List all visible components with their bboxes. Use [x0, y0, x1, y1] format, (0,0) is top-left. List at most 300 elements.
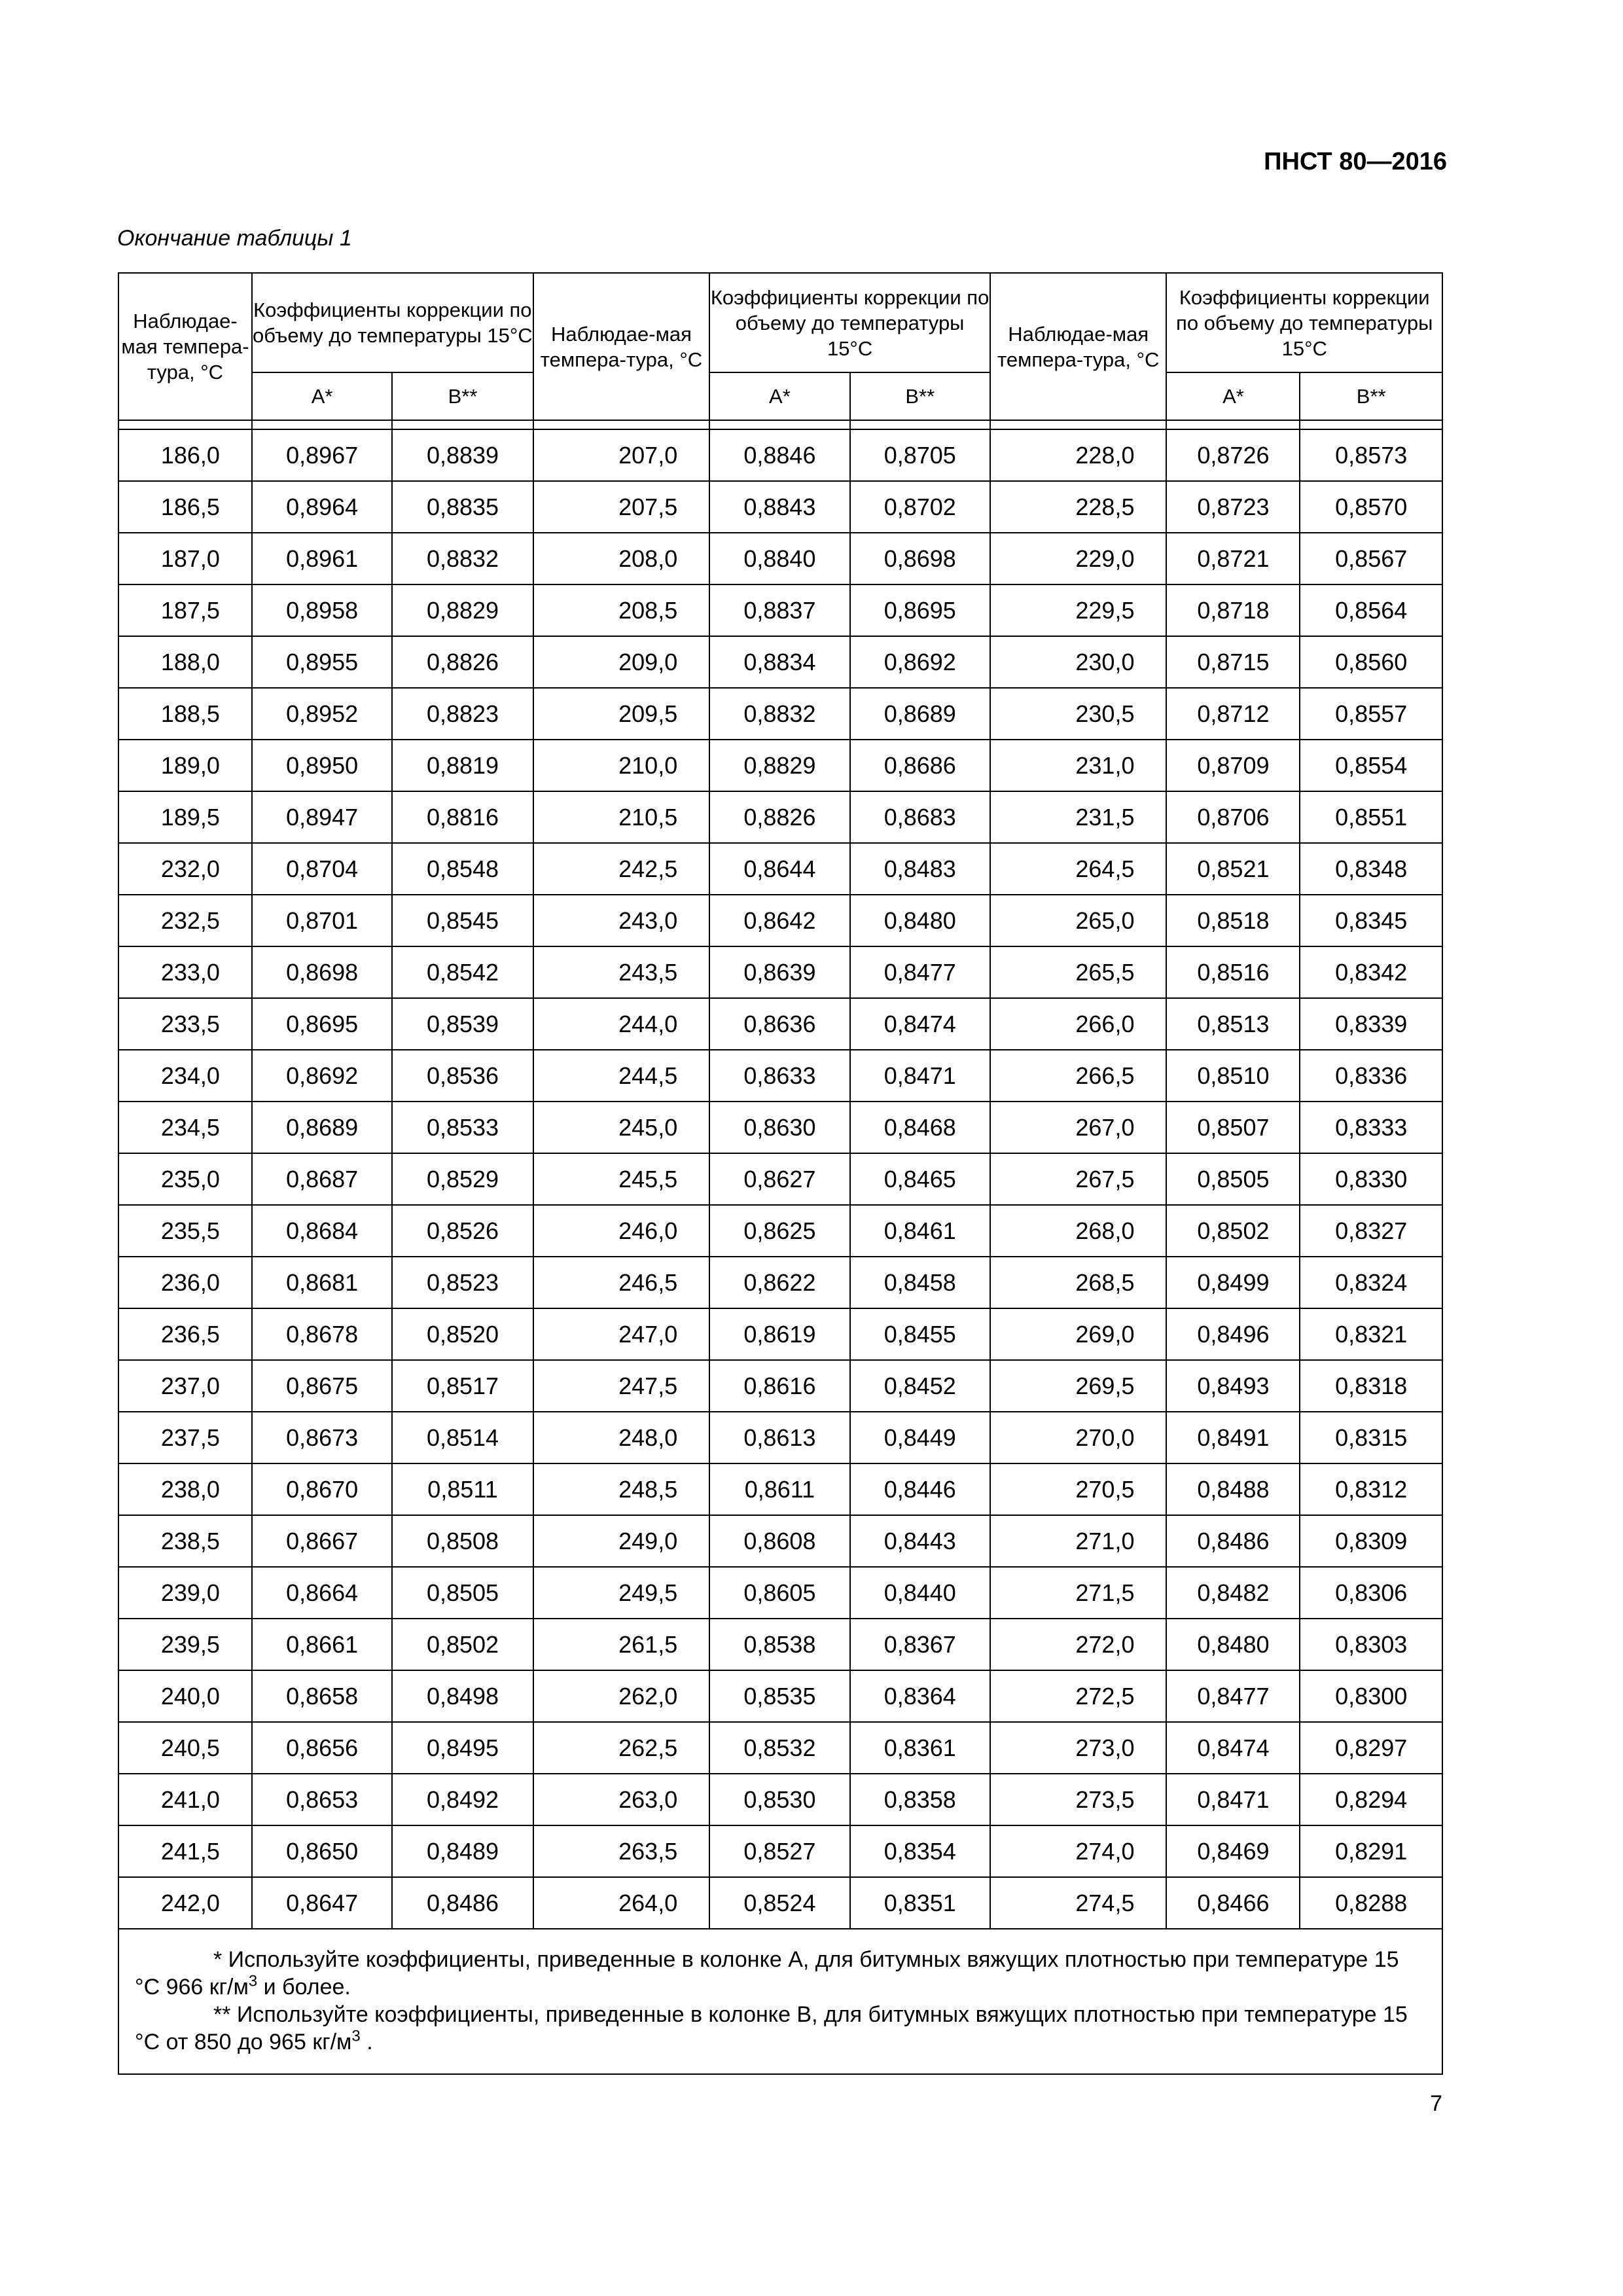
- table-row: [118, 740, 1442, 791]
- table-row: [118, 429, 1442, 481]
- coef-b-cell: 0,8446: [850, 1463, 990, 1515]
- temperature-cell: 244,5: [533, 1050, 710, 1102]
- coef-a-cell: 0,8675: [252, 1360, 392, 1412]
- coef-a-cell: 0,8499: [1166, 1257, 1300, 1308]
- coef-a-cell: 0,8633: [709, 1050, 849, 1102]
- temperature-cell: 266,0: [990, 998, 1167, 1050]
- temperature-cell: 261,5: [533, 1619, 710, 1670]
- temperature-cell: 264,5: [990, 843, 1167, 895]
- coef-b-cell: 0,8345: [1300, 895, 1442, 946]
- temperature-cell: 208,5: [533, 584, 710, 636]
- temperature-cell: 233,0: [118, 946, 252, 998]
- temperature-cell: 274,0: [990, 1825, 1167, 1877]
- coef-a-cell: 0,8843: [709, 481, 849, 533]
- coef-a-cell: 0,8622: [709, 1257, 849, 1308]
- table-row: [118, 1670, 1442, 1722]
- temperature-cell: 273,0: [990, 1722, 1167, 1774]
- coef-b-cell: 0,8567: [1300, 533, 1442, 584]
- table-row: [118, 998, 1442, 1050]
- coef-a-cell: 0,8967: [252, 429, 392, 481]
- coef-a-cell: 0,8507: [1166, 1102, 1300, 1153]
- column-a-header: А*: [1166, 372, 1300, 420]
- temperature-cell: 272,5: [990, 1670, 1167, 1722]
- coef-b-cell: 0,8536: [392, 1050, 533, 1102]
- table-row: [118, 1722, 1442, 1774]
- table-body: [118, 420, 1442, 1929]
- column-b-header: В**: [850, 372, 990, 420]
- coef-a-cell: 0,8636: [709, 998, 849, 1050]
- temperature-cell: 264,0: [533, 1877, 710, 1929]
- coef-b-cell: 0,8483: [850, 843, 990, 895]
- coef-a-cell: 0,8961: [252, 533, 392, 584]
- temperature-cell: 207,5: [533, 481, 710, 533]
- table-row: [118, 636, 1442, 688]
- coef-a-cell: 0,8667: [252, 1515, 392, 1567]
- coef-a-cell: 0,8684: [252, 1205, 392, 1257]
- coefficients-header: Коэффициенты коррекции по объему до температуры 15°С: [709, 273, 990, 372]
- coef-b-cell: 0,8342: [1300, 946, 1442, 998]
- temperature-cell: 262,0: [533, 1670, 710, 1722]
- temperature-cell: 187,0: [118, 533, 252, 584]
- coef-b-cell: 0,8560: [1300, 636, 1442, 688]
- coef-a-cell: 0,8840: [709, 533, 849, 584]
- coef-a-cell: 0,8653: [252, 1774, 392, 1825]
- temperature-cell: 269,0: [990, 1308, 1167, 1360]
- temperature-cell: 262,5: [533, 1722, 710, 1774]
- coef-a-cell: 0,8513: [1166, 998, 1300, 1050]
- temperature-cell: 241,0: [118, 1774, 252, 1825]
- temperature-cell: 230,0: [990, 636, 1167, 688]
- temperature-cell: 237,5: [118, 1412, 252, 1463]
- coef-b-cell: 0,8698: [850, 533, 990, 584]
- temperature-cell: 207,0: [533, 429, 710, 481]
- coef-b-cell: 0,8294: [1300, 1774, 1442, 1825]
- temperature-cell: 240,0: [118, 1670, 252, 1722]
- column-b-header: В**: [392, 372, 533, 420]
- coef-b-cell: 0,8554: [1300, 740, 1442, 791]
- coef-b-cell: 0,8529: [392, 1153, 533, 1205]
- coef-a-cell: 0,8698: [252, 946, 392, 998]
- coef-a-cell: 0,8491: [1166, 1412, 1300, 1463]
- coef-a-cell: 0,8834: [709, 636, 849, 688]
- coef-b-cell: 0,8297: [1300, 1722, 1442, 1774]
- correction-coefficients-table: [118, 272, 1443, 2075]
- temperature-cell: 210,5: [533, 791, 710, 843]
- coef-a-cell: 0,8474: [1166, 1722, 1300, 1774]
- temperature-cell: 235,5: [118, 1205, 252, 1257]
- table-row: [118, 1877, 1442, 1929]
- temperature-cell: 210,0: [533, 740, 710, 791]
- coef-b-cell: 0,8508: [392, 1515, 533, 1567]
- temperature-cell: 263,5: [533, 1825, 710, 1877]
- temperature-cell: 268,5: [990, 1257, 1167, 1308]
- coef-a-cell: 0,8524: [709, 1877, 849, 1929]
- temperature-cell: 186,0: [118, 429, 252, 481]
- header-separator: [118, 420, 1442, 429]
- temperature-cell: 245,0: [533, 1102, 710, 1153]
- coef-b-cell: 0,8511: [392, 1463, 533, 1515]
- coef-a-cell: 0,8611: [709, 1463, 849, 1515]
- table-row: [118, 1825, 1442, 1877]
- coef-b-cell: 0,8695: [850, 584, 990, 636]
- coef-a-cell: 0,8639: [709, 946, 849, 998]
- coef-a-cell: 0,8837: [709, 584, 849, 636]
- coef-b-cell: 0,8702: [850, 481, 990, 533]
- coef-b-cell: 0,8826: [392, 636, 533, 688]
- coef-a-cell: 0,8608: [709, 1515, 849, 1567]
- table-row: [118, 533, 1442, 584]
- coef-b-cell: 0,8361: [850, 1722, 990, 1774]
- table-row: [118, 1619, 1442, 1670]
- coef-b-cell: 0,8689: [850, 688, 990, 740]
- table-row: [118, 895, 1442, 946]
- coef-a-cell: 0,8538: [709, 1619, 849, 1670]
- temperature-cell: 188,5: [118, 688, 252, 740]
- coef-a-cell: 0,8701: [252, 895, 392, 946]
- coef-b-cell: 0,8309: [1300, 1515, 1442, 1567]
- coefficients-header: Коэффициенты коррекции по объему до температуры 15°С: [1166, 273, 1442, 372]
- coef-b-cell: 0,8291: [1300, 1825, 1442, 1877]
- coef-b-cell: 0,8502: [392, 1619, 533, 1670]
- temperature-cell: 246,5: [533, 1257, 710, 1308]
- coef-a-cell: 0,8516: [1166, 946, 1300, 998]
- column-a-header: А*: [252, 372, 392, 420]
- coef-a-cell: 0,8726: [1166, 429, 1300, 481]
- table-row: [118, 1515, 1442, 1567]
- coef-b-cell: 0,8449: [850, 1412, 990, 1463]
- coef-b-cell: 0,8492: [392, 1774, 533, 1825]
- coef-a-cell: 0,8846: [709, 429, 849, 481]
- column-a-header: А*: [709, 372, 849, 420]
- temperature-header: Наблюдае-мая темпера-тура, °С: [990, 273, 1167, 420]
- coef-b-cell: 0,8458: [850, 1257, 990, 1308]
- temperature-cell: 232,5: [118, 895, 252, 946]
- coef-a-cell: 0,8616: [709, 1360, 849, 1412]
- table-row: [118, 1774, 1442, 1825]
- coef-b-cell: 0,8452: [850, 1360, 990, 1412]
- coef-b-cell: 0,8498: [392, 1670, 533, 1722]
- coef-a-cell: 0,8535: [709, 1670, 849, 1722]
- table-row: [118, 1102, 1442, 1153]
- temperature-cell: 188,0: [118, 636, 252, 688]
- coef-a-cell: 0,8709: [1166, 740, 1300, 791]
- coef-b-cell: 0,8692: [850, 636, 990, 688]
- coef-a-cell: 0,8695: [252, 998, 392, 1050]
- coef-b-cell: 0,8455: [850, 1308, 990, 1360]
- coef-b-cell: 0,8336: [1300, 1050, 1442, 1102]
- temperature-cell: 270,0: [990, 1412, 1167, 1463]
- coef-a-cell: 0,8670: [252, 1463, 392, 1515]
- coef-b-cell: 0,8573: [1300, 429, 1442, 481]
- coef-b-cell: 0,8321: [1300, 1308, 1442, 1360]
- coef-a-cell: 0,8706: [1166, 791, 1300, 843]
- temperature-cell: 228,5: [990, 481, 1167, 533]
- coef-b-cell: 0,8303: [1300, 1619, 1442, 1670]
- table-row: [118, 1463, 1442, 1515]
- temperature-cell: 247,0: [533, 1308, 710, 1360]
- coef-b-cell: 0,8306: [1300, 1567, 1442, 1619]
- coef-a-cell: 0,8471: [1166, 1774, 1300, 1825]
- coef-b-cell: 0,8514: [392, 1412, 533, 1463]
- table-row: [118, 584, 1442, 636]
- temperature-cell: 189,0: [118, 740, 252, 791]
- coef-b-cell: 0,8477: [850, 946, 990, 998]
- temperature-cell: 242,0: [118, 1877, 252, 1929]
- coef-a-cell: 0,8644: [709, 843, 849, 895]
- table-notes: [118, 1929, 1442, 2074]
- coef-b-cell: 0,8557: [1300, 688, 1442, 740]
- coef-a-cell: 0,8502: [1166, 1205, 1300, 1257]
- temperature-cell: 245,5: [533, 1153, 710, 1205]
- coef-b-cell: 0,8315: [1300, 1412, 1442, 1463]
- coef-b-cell: 0,8533: [392, 1102, 533, 1153]
- coef-b-cell: 0,8564: [1300, 584, 1442, 636]
- coef-b-cell: 0,8480: [850, 895, 990, 946]
- coef-b-cell: 0,8324: [1300, 1257, 1442, 1308]
- temperature-cell: 265,0: [990, 895, 1167, 946]
- temperature-cell: 265,5: [990, 946, 1167, 998]
- temperature-header: Наблюдае-мая темпера-тура, °С: [118, 273, 252, 420]
- coef-a-cell: 0,8530: [709, 1774, 849, 1825]
- table-row: [118, 688, 1442, 740]
- table-row: [118, 481, 1442, 533]
- coef-a-cell: 0,8625: [709, 1205, 849, 1257]
- coef-b-cell: 0,8339: [1300, 998, 1442, 1050]
- coefficients-header: Коэффициенты коррекции по объему до температуры 15°С: [252, 273, 533, 372]
- temperature-cell: 234,5: [118, 1102, 252, 1153]
- temperature-cell: 231,0: [990, 740, 1167, 791]
- coef-a-cell: 0,8832: [709, 688, 849, 740]
- coef-b-cell: 0,8551: [1300, 791, 1442, 843]
- coef-b-cell: 0,8461: [850, 1205, 990, 1257]
- temperature-cell: 189,5: [118, 791, 252, 843]
- coef-a-cell: 0,8650: [252, 1825, 392, 1877]
- coef-b-cell: 0,8839: [392, 429, 533, 481]
- note-column-a: * Используйте коэффициенты, приведенные в колонке А, для битумных вяжущих плотностью при температуре 15 °С 966 $кг/м^3$ и более.: [135, 1947, 1399, 2000]
- coef-a-cell: 0,8952: [252, 688, 392, 740]
- coef-b-cell: 0,8526: [392, 1205, 533, 1257]
- column-b-header: В**: [1300, 372, 1442, 420]
- coef-b-cell: 0,8832: [392, 533, 533, 584]
- table-row: [118, 1567, 1442, 1619]
- temperature-cell: 268,0: [990, 1205, 1167, 1257]
- coef-a-cell: 0,8605: [709, 1567, 849, 1619]
- temperature-cell: 231,5: [990, 791, 1167, 843]
- temperature-cell: 269,5: [990, 1360, 1167, 1412]
- coef-a-cell: 0,8496: [1166, 1308, 1300, 1360]
- coef-b-cell: 0,8330: [1300, 1153, 1442, 1205]
- coef-a-cell: 0,8664: [252, 1567, 392, 1619]
- coef-a-cell: 0,8510: [1166, 1050, 1300, 1102]
- coef-b-cell: 0,8327: [1300, 1205, 1442, 1257]
- coef-b-cell: 0,8495: [392, 1722, 533, 1774]
- coef-a-cell: 0,8619: [709, 1308, 849, 1360]
- temperature-cell: 234,0: [118, 1050, 252, 1102]
- coef-b-cell: 0,8823: [392, 688, 533, 740]
- coef-b-cell: 0,8705: [850, 429, 990, 481]
- coef-b-cell: 0,8468: [850, 1102, 990, 1153]
- coef-b-cell: 0,8545: [392, 895, 533, 946]
- temperature-cell: 230,5: [990, 688, 1167, 740]
- coef-b-cell: 0,8333: [1300, 1102, 1442, 1153]
- temperature-cell: 236,5: [118, 1308, 252, 1360]
- coef-a-cell: 0,8505: [1166, 1153, 1300, 1205]
- table-row: [118, 1205, 1442, 1257]
- coef-a-cell: 0,8642: [709, 895, 849, 946]
- coef-a-cell: 0,8673: [252, 1412, 392, 1463]
- coef-a-cell: 0,8527: [709, 1825, 849, 1877]
- coef-a-cell: 0,8687: [252, 1153, 392, 1205]
- temperature-cell: 239,5: [118, 1619, 252, 1670]
- coef-b-cell: 0,8354: [850, 1825, 990, 1877]
- coef-a-cell: 0,8466: [1166, 1877, 1300, 1929]
- coef-b-cell: 0,8816: [392, 791, 533, 843]
- coef-b-cell: 0,8517: [392, 1360, 533, 1412]
- temperature-cell: 246,0: [533, 1205, 710, 1257]
- coef-b-cell: 0,8471: [850, 1050, 990, 1102]
- temperature-cell: 249,0: [533, 1515, 710, 1567]
- temperature-cell: 239,0: [118, 1567, 252, 1619]
- coef-a-cell: 0,8947: [252, 791, 392, 843]
- table-row: [118, 791, 1442, 843]
- temperature-cell: 186,5: [118, 481, 252, 533]
- temperature-cell: 232,0: [118, 843, 252, 895]
- coef-b-cell: 0,8829: [392, 584, 533, 636]
- coef-b-cell: 0,8440: [850, 1567, 990, 1619]
- temperature-cell: 271,0: [990, 1515, 1167, 1567]
- temperature-cell: 263,0: [533, 1774, 710, 1825]
- temperature-cell: 243,0: [533, 895, 710, 946]
- temperature-cell: 271,5: [990, 1567, 1167, 1619]
- coef-b-cell: 0,8505: [392, 1567, 533, 1619]
- coef-a-cell: 0,8477: [1166, 1670, 1300, 1722]
- page-number: 7: [1430, 2091, 1442, 2116]
- coef-b-cell: 0,8318: [1300, 1360, 1442, 1412]
- coef-b-cell: 0,8570: [1300, 481, 1442, 533]
- temperature-cell: 272,0: [990, 1619, 1167, 1670]
- temperature-cell: 208,0: [533, 533, 710, 584]
- coef-a-cell: 0,8613: [709, 1412, 849, 1463]
- coef-a-cell: 0,8518: [1166, 895, 1300, 946]
- temperature-cell: 235,0: [118, 1153, 252, 1205]
- temperature-cell: 237,0: [118, 1360, 252, 1412]
- coef-a-cell: 0,8715: [1166, 636, 1300, 688]
- coef-a-cell: 0,8950: [252, 740, 392, 791]
- coef-a-cell: 0,8488: [1166, 1463, 1300, 1515]
- temperature-cell: 248,5: [533, 1463, 710, 1515]
- temperature-cell: 273,5: [990, 1774, 1167, 1825]
- temperature-cell: 270,5: [990, 1463, 1167, 1515]
- temperature-header: Наблюдае-мая темпера-тура, °С: [533, 273, 710, 420]
- temperature-cell: 233,5: [118, 998, 252, 1050]
- coef-a-cell: 0,8469: [1166, 1825, 1300, 1877]
- note-column-b: ** Используйте коэффициенты, приведенные в колонке В, для битумных вяжущих плотностью при температуре 15 °С от 850 до 965 $кг/м^3$ .: [135, 2002, 1408, 2054]
- coef-a-cell: 0,8486: [1166, 1515, 1300, 1567]
- coef-a-cell: 0,8647: [252, 1877, 392, 1929]
- temperature-cell: 229,0: [990, 533, 1167, 584]
- temperature-cell: 240,5: [118, 1722, 252, 1774]
- coef-b-cell: 0,8312: [1300, 1463, 1442, 1515]
- coef-b-cell: 0,8364: [850, 1670, 990, 1722]
- coef-a-cell: 0,8630: [709, 1102, 849, 1153]
- coef-a-cell: 0,8521: [1166, 843, 1300, 895]
- coef-b-cell: 0,8539: [392, 998, 533, 1050]
- coef-b-cell: 0,8489: [392, 1825, 533, 1877]
- coef-b-cell: 0,8486: [392, 1877, 533, 1929]
- coef-a-cell: 0,8658: [252, 1670, 392, 1722]
- temperature-cell: 187,5: [118, 584, 252, 636]
- temperature-cell: 247,5: [533, 1360, 710, 1412]
- coef-a-cell: 0,8480: [1166, 1619, 1300, 1670]
- table-row: [118, 1360, 1442, 1412]
- temperature-cell: 241,5: [118, 1825, 252, 1877]
- coef-b-cell: 0,8474: [850, 998, 990, 1050]
- temperature-cell: 229,5: [990, 584, 1167, 636]
- temperature-cell: 209,5: [533, 688, 710, 740]
- coef-b-cell: 0,8367: [850, 1619, 990, 1670]
- coef-b-cell: 0,8835: [392, 481, 533, 533]
- table-row: [118, 1153, 1442, 1205]
- coef-a-cell: 0,8829: [709, 740, 849, 791]
- coef-a-cell: 0,8955: [252, 636, 392, 688]
- coef-a-cell: 0,8704: [252, 843, 392, 895]
- coef-a-cell: 0,8482: [1166, 1567, 1300, 1619]
- coef-b-cell: 0,8358: [850, 1774, 990, 1825]
- temperature-cell: 249,5: [533, 1567, 710, 1619]
- document-number: ПНСТ 80—2016: [1264, 148, 1447, 175]
- coef-b-cell: 0,8819: [392, 740, 533, 791]
- table-row: [118, 1257, 1442, 1308]
- coef-a-cell: 0,8964: [252, 481, 392, 533]
- coef-a-cell: 0,8532: [709, 1722, 849, 1774]
- table-row: [118, 946, 1442, 998]
- coef-a-cell: 0,8661: [252, 1619, 392, 1670]
- temperature-cell: 267,0: [990, 1102, 1167, 1153]
- coef-b-cell: 0,8300: [1300, 1670, 1442, 1722]
- temperature-cell: 244,0: [533, 998, 710, 1050]
- temperature-cell: 236,0: [118, 1257, 252, 1308]
- temperature-cell: 228,0: [990, 429, 1167, 481]
- temperature-cell: 274,5: [990, 1877, 1167, 1929]
- coef-a-cell: 0,8723: [1166, 481, 1300, 533]
- coef-b-cell: 0,8542: [392, 946, 533, 998]
- coef-b-cell: 0,8520: [392, 1308, 533, 1360]
- coef-a-cell: 0,8712: [1166, 688, 1300, 740]
- coef-b-cell: 0,8686: [850, 740, 990, 791]
- temperature-cell: 243,5: [533, 946, 710, 998]
- coef-b-cell: 0,8465: [850, 1153, 990, 1205]
- coef-a-cell: 0,8681: [252, 1257, 392, 1308]
- coef-a-cell: 0,8493: [1166, 1360, 1300, 1412]
- coef-a-cell: 0,8826: [709, 791, 849, 843]
- coef-b-cell: 0,8523: [392, 1257, 533, 1308]
- table-row: [118, 843, 1442, 895]
- coef-a-cell: 0,8627: [709, 1153, 849, 1205]
- temperature-cell: 248,0: [533, 1412, 710, 1463]
- coef-b-cell: 0,8548: [392, 843, 533, 895]
- coef-a-cell: 0,8689: [252, 1102, 392, 1153]
- temperature-cell: 266,5: [990, 1050, 1167, 1102]
- coef-a-cell: 0,8678: [252, 1308, 392, 1360]
- temperature-cell: 238,5: [118, 1515, 252, 1567]
- coef-a-cell: 0,8718: [1166, 584, 1300, 636]
- coef-a-cell: 0,8721: [1166, 533, 1300, 584]
- temperature-cell: 242,5: [533, 843, 710, 895]
- table-row: [118, 1412, 1442, 1463]
- table-caption: Окончание таблицы 1: [117, 226, 352, 251]
- coef-b-cell: 0,8443: [850, 1515, 990, 1567]
- coef-b-cell: 0,8351: [850, 1877, 990, 1929]
